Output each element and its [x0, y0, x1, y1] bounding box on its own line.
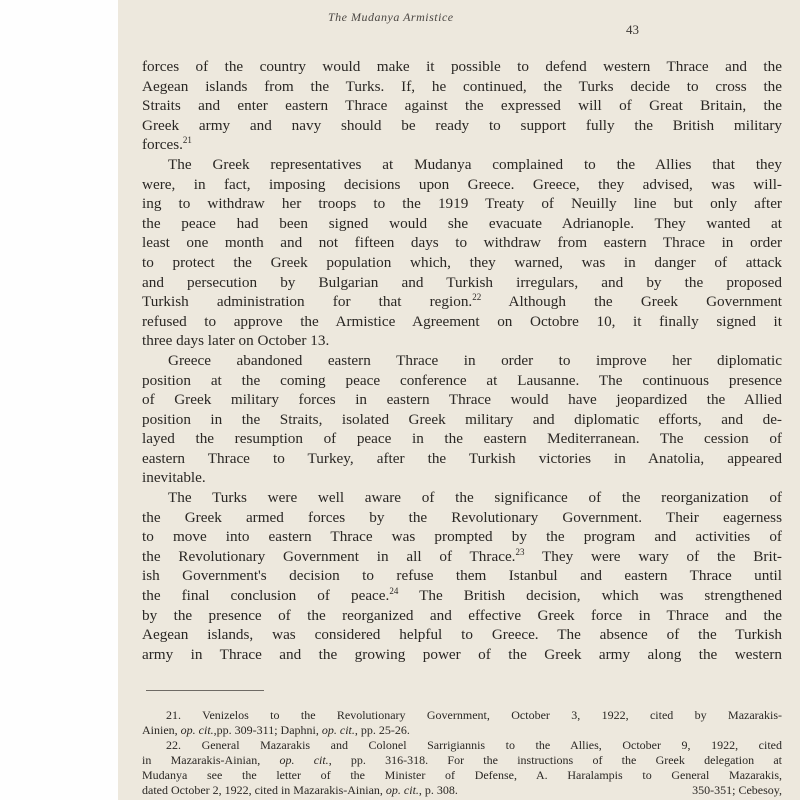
text-line: of Greek military forces in eastern Thrace would have jeopardized the Allied: [142, 391, 782, 409]
text-line: the peace had been signed would she evacuate Adrianople. They wanted at: [142, 214, 782, 232]
text-fragment: the Revolutionary Government in all of Thrace.: [142, 547, 516, 565]
text-fragment: Ainien,: [142, 723, 181, 737]
note-reference: 23: [515, 546, 525, 557]
text-fragment: the final conclusion of peace.: [142, 587, 390, 605]
text-fragment: , pp. 316-318. For the instructions of the Greek delegation at: [328, 753, 783, 767]
running-title: The Mudanya Armistice: [328, 10, 454, 24]
text-line: Aegean islands from the Turks. If, he continued, the Turks decide to cross the: [142, 77, 782, 95]
note-reference: 24: [389, 585, 399, 596]
text-fragment: , p. 308.: [418, 783, 458, 797]
body-text: [142, 57, 782, 664]
text-line: [142, 135, 782, 155]
footnote-line: 22. General Mazarakis and Colonel Sarrigiannis to the Allies, October 9, 1922, cited: [166, 738, 782, 752]
text-fragment: 350-351; Cebesoy,: [692, 783, 782, 797]
text-fragment: op. cit.: [321, 723, 355, 737]
text-line: [142, 547, 782, 567]
text-line: The Greek representatives at Mudanya complained to the Allies that they: [168, 155, 782, 173]
text-fragment: Although the Greek Government: [481, 293, 783, 311]
text-fragment: op. cit.: [180, 723, 214, 737]
text-line: inevitable.: [142, 469, 206, 487]
note-reference: 22: [472, 292, 482, 303]
text-line: refused to approve the Armistice Agreement on Octobre 10, it finally signed it: [142, 312, 782, 330]
text-fragment: Turkish administration for that region.: [142, 293, 473, 311]
text-fragment: ,pp. 309-311; Daphni,: [213, 723, 322, 737]
text-line: position in the Straits, isolated Greek military and diplomatic efforts, and de-: [142, 410, 782, 428]
text-line: ing to withdraw her troops to the 1919 Treaty of Neuilly line but only after: [142, 195, 782, 213]
text-fragment: forces.: [142, 136, 183, 154]
text-fragment: op. cit.: [279, 753, 329, 767]
text-line: eastern Thrace to Turkey, after the Turkish victories in Anatolia, appeared: [142, 449, 782, 467]
text-line: to protect the Greek population which, they warned, was in danger of attack: [142, 253, 782, 271]
text-line: army in Thrace and the growing power of the Greek army along the western: [142, 645, 782, 663]
footnote-line: [142, 753, 782, 768]
text-line: forces of the country would make it possible to defend western Thrace and the: [142, 58, 782, 75]
text-line: Greek army and navy should be ready to support fully the British military: [142, 116, 782, 134]
footnote-line: [142, 783, 782, 798]
text-line: were, in fact, imposing decisions upon Greece. Greece, they advised, was will-: [142, 175, 782, 193]
text-line: the Greek armed forces by the Revolutionary Government. Their eagerness: [142, 508, 782, 526]
text-line: ish Government's decision to refuse them Istanbul and eastern Thrace until: [142, 567, 782, 585]
book-page: [118, 0, 800, 800]
note-reference: 21: [182, 135, 192, 146]
footnotes: [142, 708, 782, 798]
text-line: to move into eastern Thrace was prompted by the program and activities of: [142, 528, 782, 546]
text-line: [142, 586, 782, 606]
footnote-line: Mudanya see the letter of the Minister of Defense, A. Haralampis to General Mazarakis,: [142, 768, 782, 782]
text-fragment: dated October 2, 1922, cited in Mazarakis-Ainian,: [142, 783, 386, 797]
text-line: and persecution by Bulgarian and Turkish irregulars, and by the proposed: [142, 273, 782, 291]
text-line: position at the coming peace conference at Lausanne. The continuous presence: [142, 371, 782, 389]
footnote-divider: [146, 690, 264, 691]
footnote-line: 21. Venizelos to the Revolutionary Government, October 3, 1922, cited by Mazarakis-: [166, 708, 782, 722]
text-fragment: The British decision, which was strengthened: [398, 587, 782, 605]
text-line: three days later on October 13.: [142, 332, 330, 350]
text-line: least one month and not fifteen days to withdraw from eastern Thrace in order: [142, 234, 782, 252]
text-fragment: They were wary of the Brit-: [524, 547, 782, 565]
text-line: The Turks were well aware of the significance of the reorganization of: [168, 489, 782, 507]
text-line: [142, 292, 782, 312]
text-line: by the presence of the reorganized and effective Greek force in Thrace and the: [142, 606, 782, 624]
text-line: Aegean islands, was considered helpful to Greece. The absence of the Turkish: [142, 626, 782, 644]
page-number: 43: [626, 22, 639, 37]
text-line: layed the resumption of peace in the eastern Mediterranean. The cession of: [142, 430, 782, 448]
text-line: Greece abandoned eastern Thrace in order to improve her diplomatic: [168, 351, 782, 369]
text-fragment: , pp. 25-26.: [354, 723, 410, 737]
text-line: Straits and enter eastern Thrace against the expressed will of Great Britain, the: [142, 97, 782, 115]
text-fragment: in Mazarakis-Ainian,: [142, 753, 280, 767]
text-fragment: op. cit.: [385, 783, 419, 797]
footnote-line: [142, 723, 782, 738]
